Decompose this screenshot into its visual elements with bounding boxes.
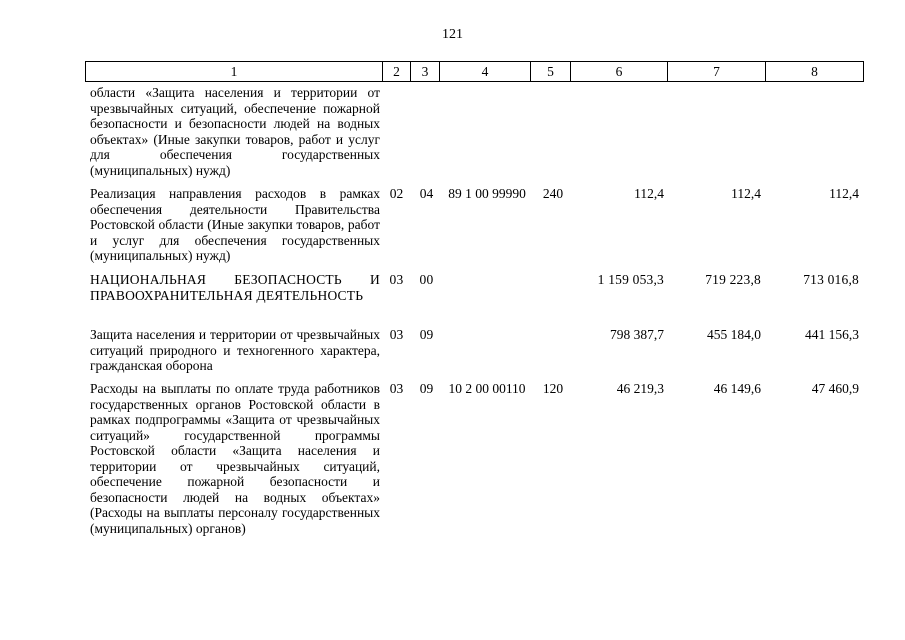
- column-header-3: 3: [410, 62, 439, 81]
- row-description: Расходы на выплаты по оплате труда работников государственных органов Ростовской области в рамках подпрограммы «Защита от чрезвычайных ситуаций» государственной программы Ростовской области «Защита населения и территории от чрезвычайных ситуаций, обеспечение пожарной безопасности и безопасности людей на водных объектах» (Расходы на выплаты персоналу государственных (муниципальных) органов): [90, 381, 380, 536]
- row-sum-1: 798 387,7: [610, 327, 664, 342]
- column-header-1: 1: [230, 64, 238, 79]
- column-header-2: 2: [382, 62, 410, 81]
- row-razdel: 03: [389, 327, 404, 342]
- row-sum-1: 46 219,3: [616, 381, 664, 396]
- row-podrazdel: 04: [419, 186, 434, 201]
- column-header-6: 6: [570, 62, 667, 81]
- row-description: Защита населения и территории от чрезвычайных ситуаций природного и техногенного характера, гражданская оборона: [90, 327, 380, 373]
- row-sum-3: 47 460,9: [811, 381, 859, 396]
- row-description: Реализация направления расходов в рамках обеспечения деятельности Правительства Ростовской области (Иные закупки товаров, работ и услуг для обеспечения государственных (муниципальных) нужд): [90, 186, 380, 263]
- page-number: 121: [442, 27, 463, 42]
- row-razdel: 03: [389, 272, 404, 287]
- row-sum-3: 713 016,8: [803, 272, 859, 287]
- row-sum-1: 1 159 053,3: [597, 272, 664, 287]
- row-sum-2: 112,4: [731, 186, 761, 201]
- row-razdel: 03: [389, 381, 404, 396]
- row-vr: 120: [542, 381, 564, 396]
- row-podrazdel: 09: [419, 381, 434, 396]
- column-header-8: 8: [765, 62, 863, 81]
- row-sum-2: 719 223,8: [705, 272, 761, 287]
- row-csr: 89 1 00 99990: [448, 186, 526, 201]
- row-description: НАЦИОНАЛЬНАЯ БЕЗОПАСНОСТЬ И ПРАВООХРАНИТЕЛЬНАЯ ДЕЯТЕЛЬНОСТЬ: [90, 272, 380, 303]
- row-sum-3: 441 156,3: [805, 327, 859, 342]
- column-header-5: 5: [530, 62, 570, 81]
- row-razdel: 02: [389, 186, 404, 201]
- row-description: области «Защита населения и территории от чрезвычайных ситуаций, обеспечение пожарной безопасности и безопасности людей на водных объектах» (Иные закупки товаров, работ и услуг для обеспечения государственных (муниципальных) нужд): [90, 85, 380, 178]
- row-sum-3: 112,4: [829, 186, 859, 201]
- row-sum-2: 455 184,0: [707, 327, 761, 342]
- row-podrazdel: 00: [419, 272, 434, 287]
- row-sum-1: 112,4: [634, 186, 664, 201]
- row-csr: 10 2 00 00110: [448, 381, 526, 396]
- table-header: [85, 61, 864, 82]
- column-header-4: 4: [439, 62, 530, 81]
- row-vr: 240: [542, 186, 564, 201]
- row-podrazdel: 09: [419, 327, 434, 342]
- row-sum-2: 46 149,6: [713, 381, 761, 396]
- column-header-7: 7: [667, 62, 765, 81]
